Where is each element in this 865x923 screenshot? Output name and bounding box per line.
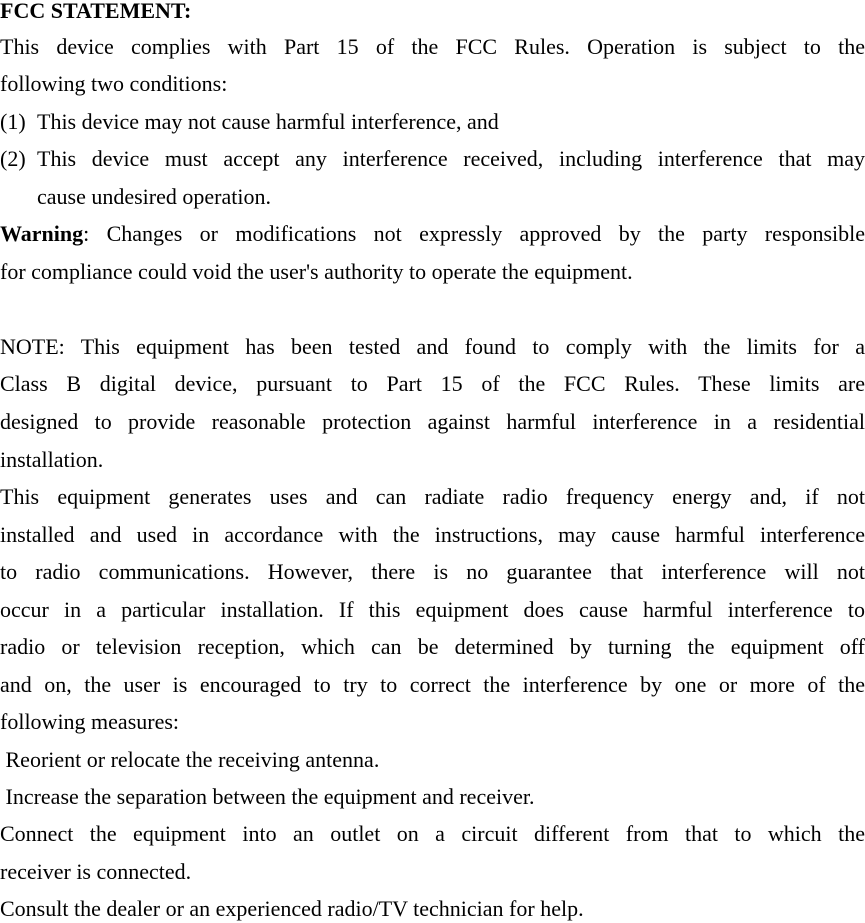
- warning-label: Warning: [0, 221, 84, 246]
- measure-2: Increase the separation between the equipment and receiver.: [0, 784, 535, 809]
- warning-text: : Changes or modifications not expressly approved by the party responsible: [83, 221, 865, 246]
- measure-4: Consult the dealer or an experienced radio/TV technician for help.: [0, 896, 584, 921]
- condition-2-text: This device must accept any interference received, including interference that may: [37, 146, 865, 171]
- condition-1-number: (1): [0, 109, 26, 134]
- body-line-1: This equipment generates uses and can radiate radio frequency energy and, if not: [0, 484, 865, 509]
- fcc-heading: FCC STATEMENT:: [0, 0, 192, 23]
- compliance-line-1: This device complies with Part 15 of the FCC Rules. Operation is subject to the: [0, 34, 865, 59]
- note-line-2: Class B digital device, pursuant to Part 15 of the FCC Rules. These limits are: [0, 371, 865, 396]
- warning-line-1: [0, 220, 865, 248]
- note-line-1: NOTE: This equipment has been tested and found to comply with the limits for a: [0, 334, 865, 359]
- body-line-4: occur in a particular installation. If this equipment does cause harmful interference to: [0, 597, 865, 622]
- body-line-5: radio or television reception, which can be determined by turning the equipment off: [0, 634, 865, 659]
- warning-line-2: for compliance could void the user's authority to operate the equipment.: [0, 259, 633, 284]
- measure-3-line-1: Connect the equipment into an outlet on a circuit different from that to which the: [0, 821, 865, 846]
- body-line-6: and on, the user is encouraged to try to correct the interference by one or more of the: [0, 672, 865, 697]
- condition-1-text: This device may not cause harmful interference, and: [37, 109, 499, 134]
- condition-2-number: (2): [0, 146, 26, 171]
- note-line-3: designed to provide reasonable protection against harmful interference in a residential: [0, 409, 865, 434]
- body-line-3: to radio communications. However, there is no guarantee that interference will not: [0, 559, 865, 584]
- condition-2-continuation: cause undesired operation.: [37, 184, 271, 209]
- measure-3-line-2: receiver is connected.: [0, 859, 192, 884]
- compliance-line-2: following two conditions:: [0, 71, 228, 96]
- body-line-7: following measures:: [0, 709, 180, 734]
- note-line-4: installation.: [0, 447, 104, 472]
- body-line-2: installed and used in accordance with the instructions, may cause harmful interference: [0, 522, 865, 547]
- measure-1: Reorient or relocate the receiving antenna.: [0, 747, 380, 772]
